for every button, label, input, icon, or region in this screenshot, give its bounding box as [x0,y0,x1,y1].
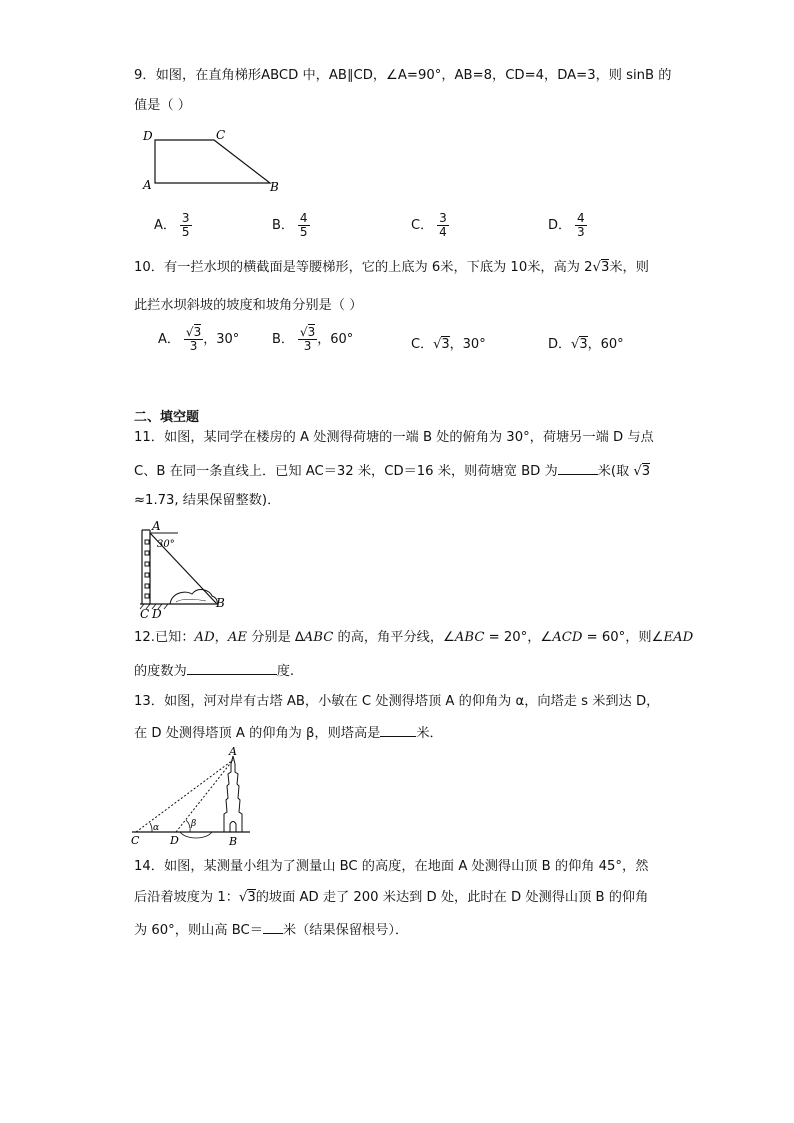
q13-label-a: A [229,745,237,758]
q11-label-a: A [152,519,161,533]
q9-option-a[interactable]: A． $\frac{3}{5}$ [154,211,190,239]
q12-stem-line1: 12.已知：AD，AE 分别是 ∆ABC 的高，角平分线，∠ABC = 20°，∠ACD = 60°，则∠EAD [134,630,694,645]
q10-option-b[interactable]: B． $\frac{√3}{3}$ ，60° [272,325,354,353]
q13-label-beta: β [191,819,197,829]
q11-label-d: D [152,607,162,621]
q11-stem-line1: 11．如图，某同学在楼房的 A 处测得荷塘的一端 B 处的俯角为 30°，荷塘另一端 D 与点 [134,430,654,445]
q11-pond-figure [136,519,236,624]
q9-option-b[interactable]: B． $\frac{4}{5}$ [272,211,308,239]
q13-label-b: B [229,835,238,848]
q9-label-c: C [216,128,226,142]
q10-stem-line1: 10．有一拦水坝的横截面是等腰梯形，它的上底为 6米，下底为 10米，高为 2√3米，则 [134,260,649,275]
q14-stem-line3: 为 60°，则山高 BC＝ 米（结果保留根号）． [134,919,408,941]
q13-tower-figure [130,745,255,848]
section-title-fill-in: 二、填空题 [134,410,200,425]
q11-label-angle: 30° [157,539,175,550]
q11-stem-line2: C、B 在同一条直线上．已知 AC＝32 米，CD＝16 米，则荷塘宽 BD 为 米(取 √3 [134,460,650,482]
q10-option-c[interactable]: C．√3，30° [411,337,486,352]
q14-stem-line1: 14．如图，某测量小组为了测量山 BC 的高度，在地面 A 处测得山顶 B 的仰角 45°，然 [134,859,649,874]
q9-stem-line1: 9．如图，在直角梯形ABCD 中，AB∥CD，∠A=90°，AB=8，CD=4，DA=3，则 sinB 的 [134,68,672,83]
q10-option-a[interactable]: A． $\frac{√3}{3}$ ，30° [158,325,240,353]
q14-stem-line2: 后沿着坡度为 1：√3的坡面 AD 走了 200 米达到 D 处，此时在 D 处测得山顶 B 的仰角 [134,890,649,905]
q9-label-a: A [143,178,152,192]
q12-stem-line2: 的度数为 度. [134,660,294,682]
q9-option-d[interactable]: D． $\frac{4}{3}$ [548,211,585,239]
q9-label-b: B [270,180,279,194]
q13-stem-line1: 13．如图，河对岸有古塔 AB，小敏在 C 处测得塔顶 A 的仰角为 α，向塔走 s 米到达 D， [134,694,660,709]
q13-label-d: D [170,834,179,847]
q11-label-c: C [140,607,150,621]
q9-stem-line2: 值是（ ） [134,98,191,113]
q10-stem-line2: 此拦水坝斜坡的坡度和坡角分别是（ ） [134,298,363,313]
q11-stem-line3: ≈1.73, 结果保留整数)． [134,493,281,508]
q13-stem-line2: 在 D 处测得塔顶 A 的仰角为 β，则塔高是 米． [134,722,443,744]
q9-trapezoid-figure [140,125,290,195]
q9-label-d: D [143,129,153,143]
q13-label-c: C [131,834,140,847]
q9-option-c[interactable]: C． $\frac{3}{4}$ [411,211,447,239]
q13-label-alpha: α [153,823,160,833]
q11-label-b: B [216,596,225,610]
q10-option-d[interactable]: D．√3，60° [548,337,624,352]
